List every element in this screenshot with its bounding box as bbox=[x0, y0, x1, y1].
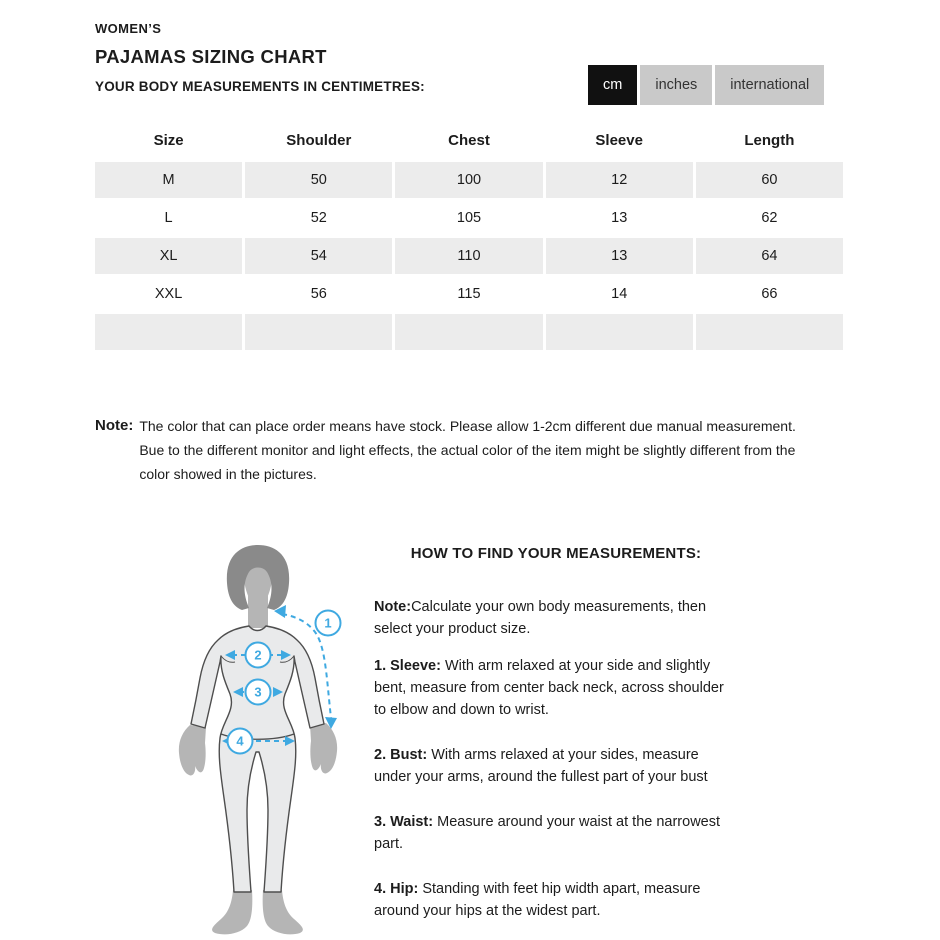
item-lead: 4. Hip: bbox=[374, 881, 419, 897]
tab-cm[interactable]: cm bbox=[588, 65, 637, 105]
cell-value: 64 bbox=[696, 238, 843, 274]
tab-inches[interactable]: inches bbox=[640, 65, 712, 105]
marker-1-number: 1 bbox=[324, 615, 332, 631]
tab-international[interactable]: international bbox=[715, 65, 824, 105]
figure-right-foot bbox=[263, 890, 303, 934]
figure-right-hand bbox=[310, 723, 337, 773]
body-figure-svg bbox=[170, 538, 370, 938]
item-text: With arm relaxed at your side and slightly bent, measure from center back neck, across shoulder to elbow and down to wrist. bbox=[374, 658, 724, 718]
size-table bbox=[95, 120, 843, 350]
unit-tab-group bbox=[588, 65, 824, 105]
cell-value: 54 bbox=[245, 238, 392, 274]
page-subtitle: YOUR BODY MEASUREMENTS IN CENTIMETRES: bbox=[95, 79, 425, 94]
how-to-item-sleeve bbox=[374, 655, 738, 721]
cell-value: 13 bbox=[546, 200, 693, 236]
cell-size: L bbox=[95, 200, 242, 236]
cell-value: 52 bbox=[245, 200, 392, 236]
how-to-item-hip bbox=[374, 878, 738, 922]
item-lead: 3. Waist: bbox=[374, 814, 434, 830]
how-to-intro bbox=[374, 596, 738, 640]
how-to-heading: HOW TO FIND YOUR MEASUREMENTS: bbox=[410, 545, 702, 562]
figure-left-hand bbox=[179, 725, 206, 775]
cell-size: XXL bbox=[95, 276, 242, 312]
cell-value: 115 bbox=[395, 276, 542, 312]
col-header-sleeve: Sleeve bbox=[546, 120, 693, 160]
how-to-intro-text: Calculate your own body measurements, then select your product size. bbox=[374, 599, 707, 637]
item-lead: 1. Sleeve: bbox=[374, 658, 441, 674]
figure-left-foot bbox=[212, 890, 252, 934]
cell-value bbox=[696, 314, 843, 350]
cell-value: 110 bbox=[395, 238, 542, 274]
stock-note bbox=[95, 414, 807, 486]
cell-size: XL bbox=[95, 238, 242, 274]
how-to-section bbox=[374, 545, 738, 940]
note-label: Note: bbox=[95, 417, 134, 434]
page-title: PAJAMAS SIZING CHART bbox=[95, 46, 327, 67]
col-header-length: Length bbox=[696, 120, 843, 160]
cell-value: 13 bbox=[546, 238, 693, 274]
marker-2-number: 2 bbox=[254, 647, 262, 663]
cell-value: 50 bbox=[245, 162, 392, 198]
cell-value: 100 bbox=[395, 162, 542, 198]
item-text: Standing with feet hip width apart, measure around your hips at the widest part. bbox=[374, 881, 701, 919]
how-to-item-bust bbox=[374, 744, 738, 788]
cell-value bbox=[546, 314, 693, 350]
cell-value: 14 bbox=[546, 276, 693, 312]
cell-size bbox=[95, 314, 242, 350]
cell-value: 12 bbox=[546, 162, 693, 198]
how-to-item-waist bbox=[374, 811, 738, 855]
category-label: WOMEN’S bbox=[95, 21, 162, 36]
cell-value bbox=[395, 314, 542, 350]
cell-size: M bbox=[95, 162, 242, 198]
note-text: The color that can place order means have stock. Please allow 1-2cm different due manual measurement. Bue to the different monitor and light effects, the actual color of the item might be slightly different from the color showed in the pictures. bbox=[139, 418, 796, 482]
item-text: Measure around your waist at the narrowest part. bbox=[374, 814, 721, 852]
cell-value: 56 bbox=[245, 276, 392, 312]
item-text: With arms relaxed at your sides, measure under your arms, around the fullest part of your bust bbox=[374, 747, 708, 785]
cell-value: 66 bbox=[696, 276, 843, 312]
col-header-size: Size bbox=[95, 120, 242, 160]
cell-value: 60 bbox=[696, 162, 843, 198]
col-header-shoulder: Shoulder bbox=[245, 120, 392, 160]
cell-value bbox=[245, 314, 392, 350]
cell-value: 62 bbox=[696, 200, 843, 236]
item-lead: 2. Bust: bbox=[374, 747, 428, 763]
marker-4-number: 4 bbox=[236, 733, 244, 749]
body-measurement-figure bbox=[170, 538, 370, 938]
marker-3-number: 3 bbox=[254, 684, 262, 700]
cell-value: 105 bbox=[395, 200, 542, 236]
col-header-chest: Chest bbox=[395, 120, 542, 160]
how-to-intro-label: Note: bbox=[374, 599, 412, 615]
